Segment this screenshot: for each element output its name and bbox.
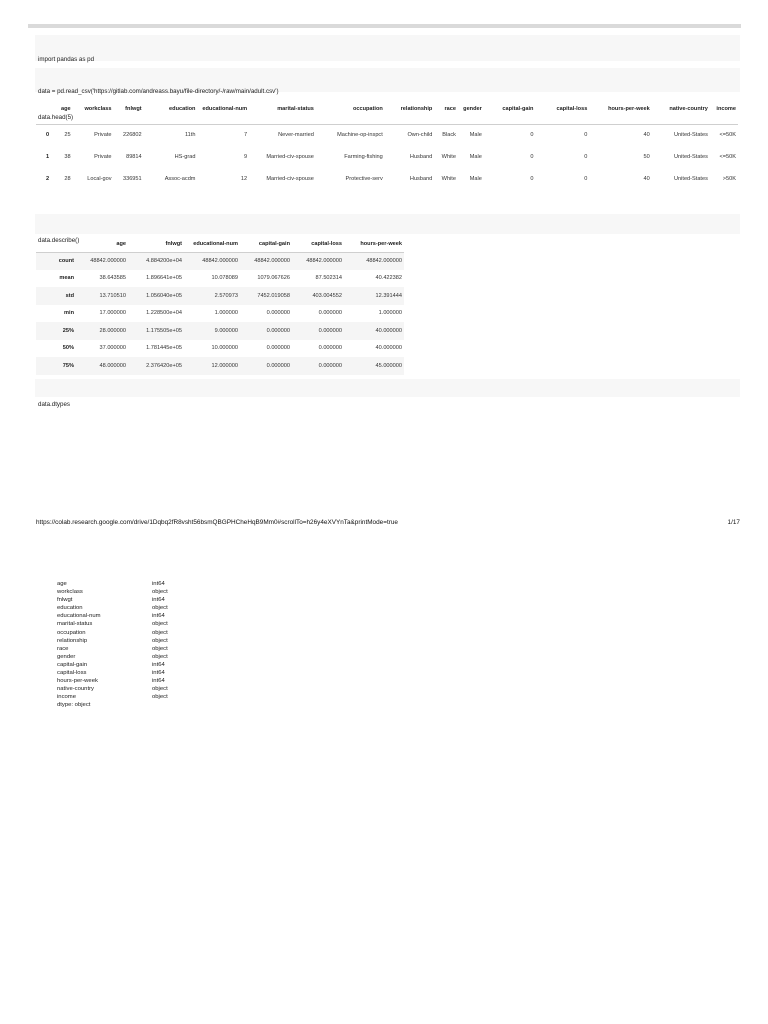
dtype-name: native-country [57, 686, 94, 693]
dtype-row [57, 637, 168, 645]
dtype-name: race [57, 645, 69, 652]
index-header [36, 236, 76, 252]
column-header: fnlwgt [125, 106, 142, 113]
table-row [36, 305, 404, 323]
row-label: count [58, 258, 74, 264]
row-label: 25% [62, 327, 74, 334]
table-cell: Local-gov [87, 175, 112, 182]
table-cell: 2.376420e+05 [146, 362, 182, 369]
row-label: min [64, 310, 74, 317]
table-cell: <=50K [719, 153, 736, 160]
table-cell: 13.710510 [99, 292, 126, 299]
table-cell: 48842.000000 [202, 258, 238, 264]
row-index: 0 [45, 131, 50, 138]
column-header: workclass [84, 106, 112, 113]
table-cell: 0 [530, 131, 534, 138]
dtype-row [57, 661, 168, 669]
table-cell: Protective-serv [345, 175, 383, 182]
dtype-row [57, 677, 168, 685]
table-cell: 0.000000 [266, 327, 290, 334]
code-line: import pandas as pd [38, 56, 95, 63]
table-cell: 38 [64, 153, 71, 160]
table-cell: 48842.000000 [254, 258, 290, 264]
table-cell: 12 [240, 175, 248, 182]
table-cell: 1.781445e+05 [146, 345, 182, 352]
dtype-value: int64 [152, 581, 165, 587]
table-cell: Assoc-acdm [164, 175, 196, 182]
table-cell: 40 [643, 175, 650, 182]
table-cell: 0 [530, 153, 534, 160]
column-header: native-country [669, 106, 708, 113]
table-cell: 1.000000 [378, 310, 402, 317]
code-line: data.head(5) [38, 113, 74, 121]
table-row [36, 124, 738, 146]
dtype-row [57, 588, 168, 596]
row-index: 2 [45, 175, 50, 182]
table-cell: Husband [409, 175, 433, 182]
row-label: std [65, 292, 74, 299]
table-cell: 11th [184, 131, 196, 138]
table-cell: 1.228500e+04 [146, 310, 182, 317]
table-cell: 0 [530, 175, 534, 182]
table-cell: 9.000000 [214, 327, 238, 334]
dtype-value: int64 [152, 597, 165, 604]
table-cell: Machine-op-inspct [337, 131, 383, 138]
code-cell-imports[interactable] [35, 35, 740, 61]
table-cell: 45.000000 [375, 362, 402, 369]
column-header: age [60, 106, 71, 113]
dtype-value: object [152, 629, 168, 636]
table-cell: Male [469, 175, 482, 182]
dtype-name: educational-num [57, 613, 101, 620]
dtype-value: int64 [152, 670, 165, 677]
code-line: data.describe() [38, 237, 80, 244]
table-row [36, 146, 738, 168]
table-cell: 37.000000 [99, 345, 126, 352]
table-cell: 17.000000 [99, 310, 126, 317]
dtype-value: object [152, 589, 168, 596]
print-footer-url: https://colab.research.google.com/drive/1Dqbq2fR8vsht56bsmQBGPHCheHqB9Mm0#scrollTo=h26y4eXVYnTa&printMode=true [36, 519, 398, 526]
table-cell: 403.004552 [312, 292, 342, 299]
column-header: age [116, 240, 126, 247]
dtype-row [57, 596, 168, 604]
dtype-name: relationship [57, 637, 88, 644]
table-cell: 0 [584, 175, 588, 182]
table-cell: Married-civ-spouse [266, 153, 314, 160]
dtype-name: occupation [57, 629, 86, 636]
table-row [36, 357, 404, 375]
table-cell: 40.000000 [375, 327, 402, 334]
table-cell: 7452.019058 [257, 292, 290, 299]
table-row [36, 340, 404, 358]
describe-output-table [36, 236, 404, 392]
table-cell: Black [442, 131, 456, 138]
column-header: hours-per-week [608, 106, 650, 113]
index-header [36, 96, 51, 124]
table-cell: 4.884200e+04 [146, 258, 182, 264]
dtype-row [57, 645, 168, 653]
table-cell: White [441, 175, 456, 182]
dtype-row [57, 604, 168, 612]
dtype-row [57, 685, 168, 693]
table-cell: United-States [674, 131, 708, 138]
table-cell: Private [94, 131, 112, 138]
table-cell: 1.175505e+05 [146, 327, 182, 334]
column-header: relationship [400, 106, 433, 113]
table-cell: United-States [674, 153, 708, 160]
row-label: mean [59, 275, 74, 282]
dtype-name: capital-gain [57, 661, 88, 668]
table-cell: 1.000000 [214, 310, 238, 317]
code-line: data = pd.read_csv('https://gitlab.com/andreass.bayu/file-directory/-/raw/main/adult.csv') [38, 88, 279, 95]
row-label: 75% [62, 362, 74, 369]
table-cell: Male [469, 131, 482, 138]
row-index: 1 [45, 153, 50, 160]
dtype-name: education [57, 605, 83, 612]
dtype-value: object [152, 645, 168, 652]
column-header: educational-num [202, 106, 248, 113]
column-header: capital-gain [258, 240, 290, 247]
table-cell: Married-civ-spouse [266, 175, 314, 182]
code-line: data.dtypes [38, 401, 70, 408]
table-row [36, 322, 404, 340]
table-cell: <=50K [719, 131, 736, 138]
table-cell: 48.000000 [99, 362, 126, 369]
table-cell: 40 [643, 131, 650, 138]
table-cell: 1.056040e+05 [146, 292, 182, 299]
page-top-bar [28, 24, 741, 28]
table-cell: 2.570973 [214, 292, 238, 299]
table-cell: 87.502314 [315, 275, 342, 282]
dtype-value: object [152, 653, 168, 660]
column-header: occupation [352, 106, 383, 113]
column-header: hours-per-week [360, 240, 402, 247]
table-cell: 28 [64, 175, 71, 182]
column-header: education [169, 106, 196, 113]
table-cell: 48842.000000 [90, 258, 126, 264]
column-header: fnlwgt [165, 240, 182, 247]
table-cell: >50K [722, 175, 736, 182]
table-cell: 0 [584, 131, 588, 138]
table-row [36, 252, 404, 270]
column-header: capital-gain [502, 106, 534, 113]
column-header: capital-loss [311, 240, 342, 247]
table-cell: 12.000000 [211, 362, 238, 369]
code-cell-dtypes[interactable] [35, 379, 740, 408]
table-cell: 50 [643, 153, 650, 160]
table-cell: 28.000000 [99, 327, 126, 334]
table-row [36, 270, 404, 288]
dtype-row [57, 620, 168, 628]
dtype-name: marital-status [57, 621, 93, 628]
table-cell: 0 [584, 153, 588, 160]
table-cell: Private [94, 153, 112, 160]
dtype-value: object [152, 637, 168, 644]
dtype-row [57, 612, 168, 620]
table-cell: Male [469, 153, 482, 160]
table-cell: United-States [674, 175, 708, 182]
dtype-row [57, 693, 168, 701]
dtype-row [57, 629, 168, 637]
table-cell: 40.422382 [375, 275, 402, 282]
table-cell: 0.000000 [266, 345, 290, 352]
dtype-value: object [152, 686, 168, 693]
column-header: marital-status [277, 106, 314, 113]
table-cell: 9 [244, 153, 248, 160]
row-label: 50% [62, 345, 74, 352]
table-cell: 0.000000 [318, 310, 342, 317]
table-cell: 12.391444 [375, 292, 402, 299]
table-header-row [36, 236, 404, 252]
dtype-value: int64 [152, 613, 165, 620]
dtype-name: workclass [57, 589, 83, 596]
table-cell: 25 [64, 131, 71, 138]
table-cell: White [441, 153, 456, 160]
dtype-row [57, 653, 168, 661]
dtype-name: gender [57, 653, 76, 660]
dtype-value: int64 [152, 678, 165, 685]
table-cell: 10.000000 [211, 345, 238, 352]
table-cell: 336951 [122, 175, 142, 182]
dtypes-output [57, 580, 168, 710]
dtype-name: hours-per-week [57, 678, 98, 685]
dtype-name: capital-loss [57, 670, 87, 677]
table-cell: Never-married [278, 131, 314, 138]
table-row [36, 287, 404, 305]
table-cell: 7 [244, 131, 248, 138]
table-cell: 48842.000000 [306, 258, 342, 264]
column-header: race [444, 106, 456, 113]
table-cell: 1079.067626 [257, 275, 290, 282]
dtype-summary: dtype: object [57, 702, 91, 709]
column-header: educational-num [193, 240, 238, 247]
table-cell: 0.000000 [318, 345, 342, 352]
table-cell: 40.000000 [375, 345, 402, 352]
dtype-row [57, 669, 168, 677]
table-cell: 1.896641e+05 [146, 275, 182, 282]
dtype-row [57, 580, 168, 588]
dtype-name: fnlwgt [57, 597, 73, 604]
table-row [36, 168, 738, 190]
table-cell: 89814 [126, 153, 142, 160]
table-cell: Husband [409, 153, 433, 160]
dtype-value: object [152, 605, 168, 612]
table-cell: Farming-fishing [344, 153, 383, 160]
table-cell: HS-grad [174, 153, 196, 160]
head-output-table [36, 96, 738, 190]
column-header: income [716, 106, 736, 113]
print-footer-page-number: 1/17 [727, 519, 740, 526]
table-cell: Own-child [407, 131, 433, 138]
dtype-name: age [57, 581, 67, 587]
table-cell: 226802 [122, 131, 142, 138]
dtype-value: int64 [152, 661, 165, 668]
table-cell: 0.000000 [318, 327, 342, 334]
table-cell: 0.000000 [318, 362, 342, 369]
dtype-value: object [152, 694, 168, 701]
dtype-name: income [57, 694, 76, 701]
table-cell: 48842.000000 [366, 258, 402, 264]
table-cell: 38.643585 [99, 275, 126, 282]
column-header: capital-loss [556, 106, 588, 113]
table-cell: 10.078089 [211, 275, 238, 282]
table-cell: 0.000000 [266, 362, 290, 369]
column-header: gender [463, 106, 482, 113]
dtype-value: object [152, 621, 168, 628]
table-header-row [36, 96, 738, 124]
table-cell: 0.000000 [266, 310, 290, 317]
